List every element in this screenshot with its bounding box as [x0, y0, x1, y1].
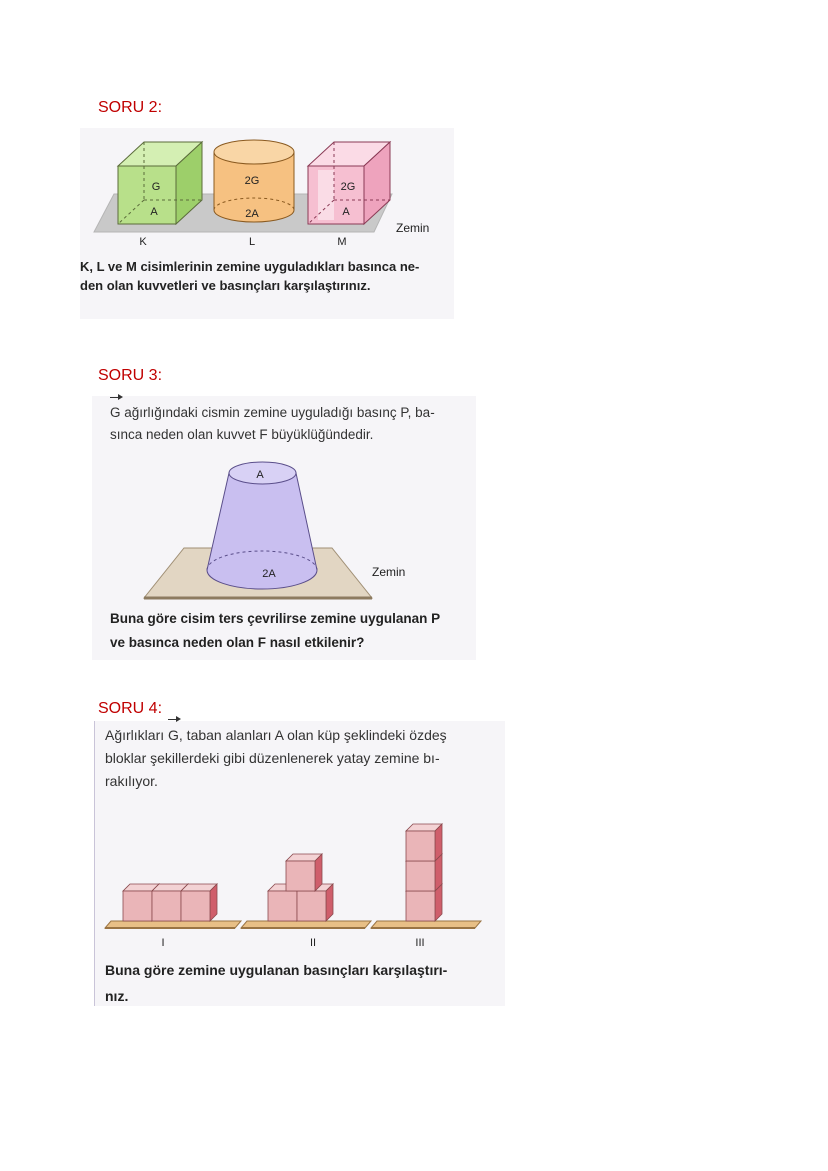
block: [406, 824, 442, 861]
soru-4-text-line-3: rakılıyor.: [105, 773, 158, 789]
soru-2-title: SORU 2:: [98, 99, 163, 116]
soru-4-text-line-1: [105, 723, 447, 747]
ground-iii: [371, 921, 481, 928]
label-m-weight: 2G: [340, 181, 356, 193]
soru-4-title: SORU 4:: [98, 700, 163, 717]
stack-iii: [406, 824, 442, 921]
label-m: M: [337, 236, 347, 248]
label-k-area: A: [150, 206, 158, 218]
soru-4-panel: [94, 721, 505, 1006]
ground-ii: [241, 921, 371, 928]
label-l-area: 2A: [245, 208, 259, 220]
soru-4-question-line-1: Buna göre zemine uygulanan basınçları karşılaştırı-: [105, 962, 448, 978]
block: [286, 854, 322, 891]
ground-i: [105, 921, 241, 928]
soru-2-panel: [80, 128, 454, 319]
label-l-weight: 2G: [244, 175, 260, 187]
soru-4-text-line-1-post: , taban alanları A olan küp şeklindeki özdeş: [178, 727, 447, 743]
soru-2-text-line-1: K, L ve M cisimlerinin zemine uyguladıkları basınca ne-: [80, 259, 420, 274]
soru-3-text-line-2: sınca neden olan kuvvet F büyüklüğündedir.: [110, 427, 374, 442]
label-top-area: A: [256, 469, 264, 481]
soru-3-question-line-1: Buna göre cisim ters çevrilirse zemine uygulanan P: [110, 611, 441, 626]
label-ii: II: [309, 937, 317, 949]
label-zemin: Zemin: [396, 221, 430, 235]
soru-4-text-line-2: bloklar şekillerdeki gibi düzenlenerek yatay zemine bı-: [105, 750, 440, 766]
soru-3-question-line-2: ve basınca neden olan F nasıl etkilenir?: [110, 635, 365, 650]
stack-ii: [268, 854, 333, 921]
label-zemin: Zemin: [372, 565, 406, 579]
block: [181, 884, 217, 921]
soru-3-title: SORU 3:: [98, 367, 163, 384]
soru-3-panel: [92, 396, 476, 660]
label-k: K: [139, 236, 147, 248]
soru-3-text-line-1: [110, 401, 435, 425]
label-l: L: [248, 236, 256, 248]
vector-g-symbol: G: [110, 401, 121, 425]
stack-i: [123, 884, 217, 921]
soru-3-text-line-1-rest: ağırlığındaki cismin zemine uyguladığı basınç P, ba-: [120, 405, 435, 420]
soru-2-figure: [80, 128, 454, 253]
soru-2-text-line-2: den olan kuvvetleri ve basınçları karşılaştırınız.: [80, 278, 371, 293]
label-i: I: [161, 937, 165, 949]
soru-4-figure: [95, 811, 505, 951]
label-m-area: A: [342, 206, 350, 218]
label-iii: III: [415, 937, 425, 949]
label-k-weight: G: [151, 181, 161, 193]
soru-3-figure: [92, 458, 476, 608]
soru-4-question-line-2: nız.: [105, 988, 129, 1004]
soru-4-text-line-1-pre: Ağırlıkları: [105, 727, 169, 743]
label-bottom-area: 2A: [262, 568, 276, 580]
vector-g-symbol: G: [168, 723, 179, 747]
